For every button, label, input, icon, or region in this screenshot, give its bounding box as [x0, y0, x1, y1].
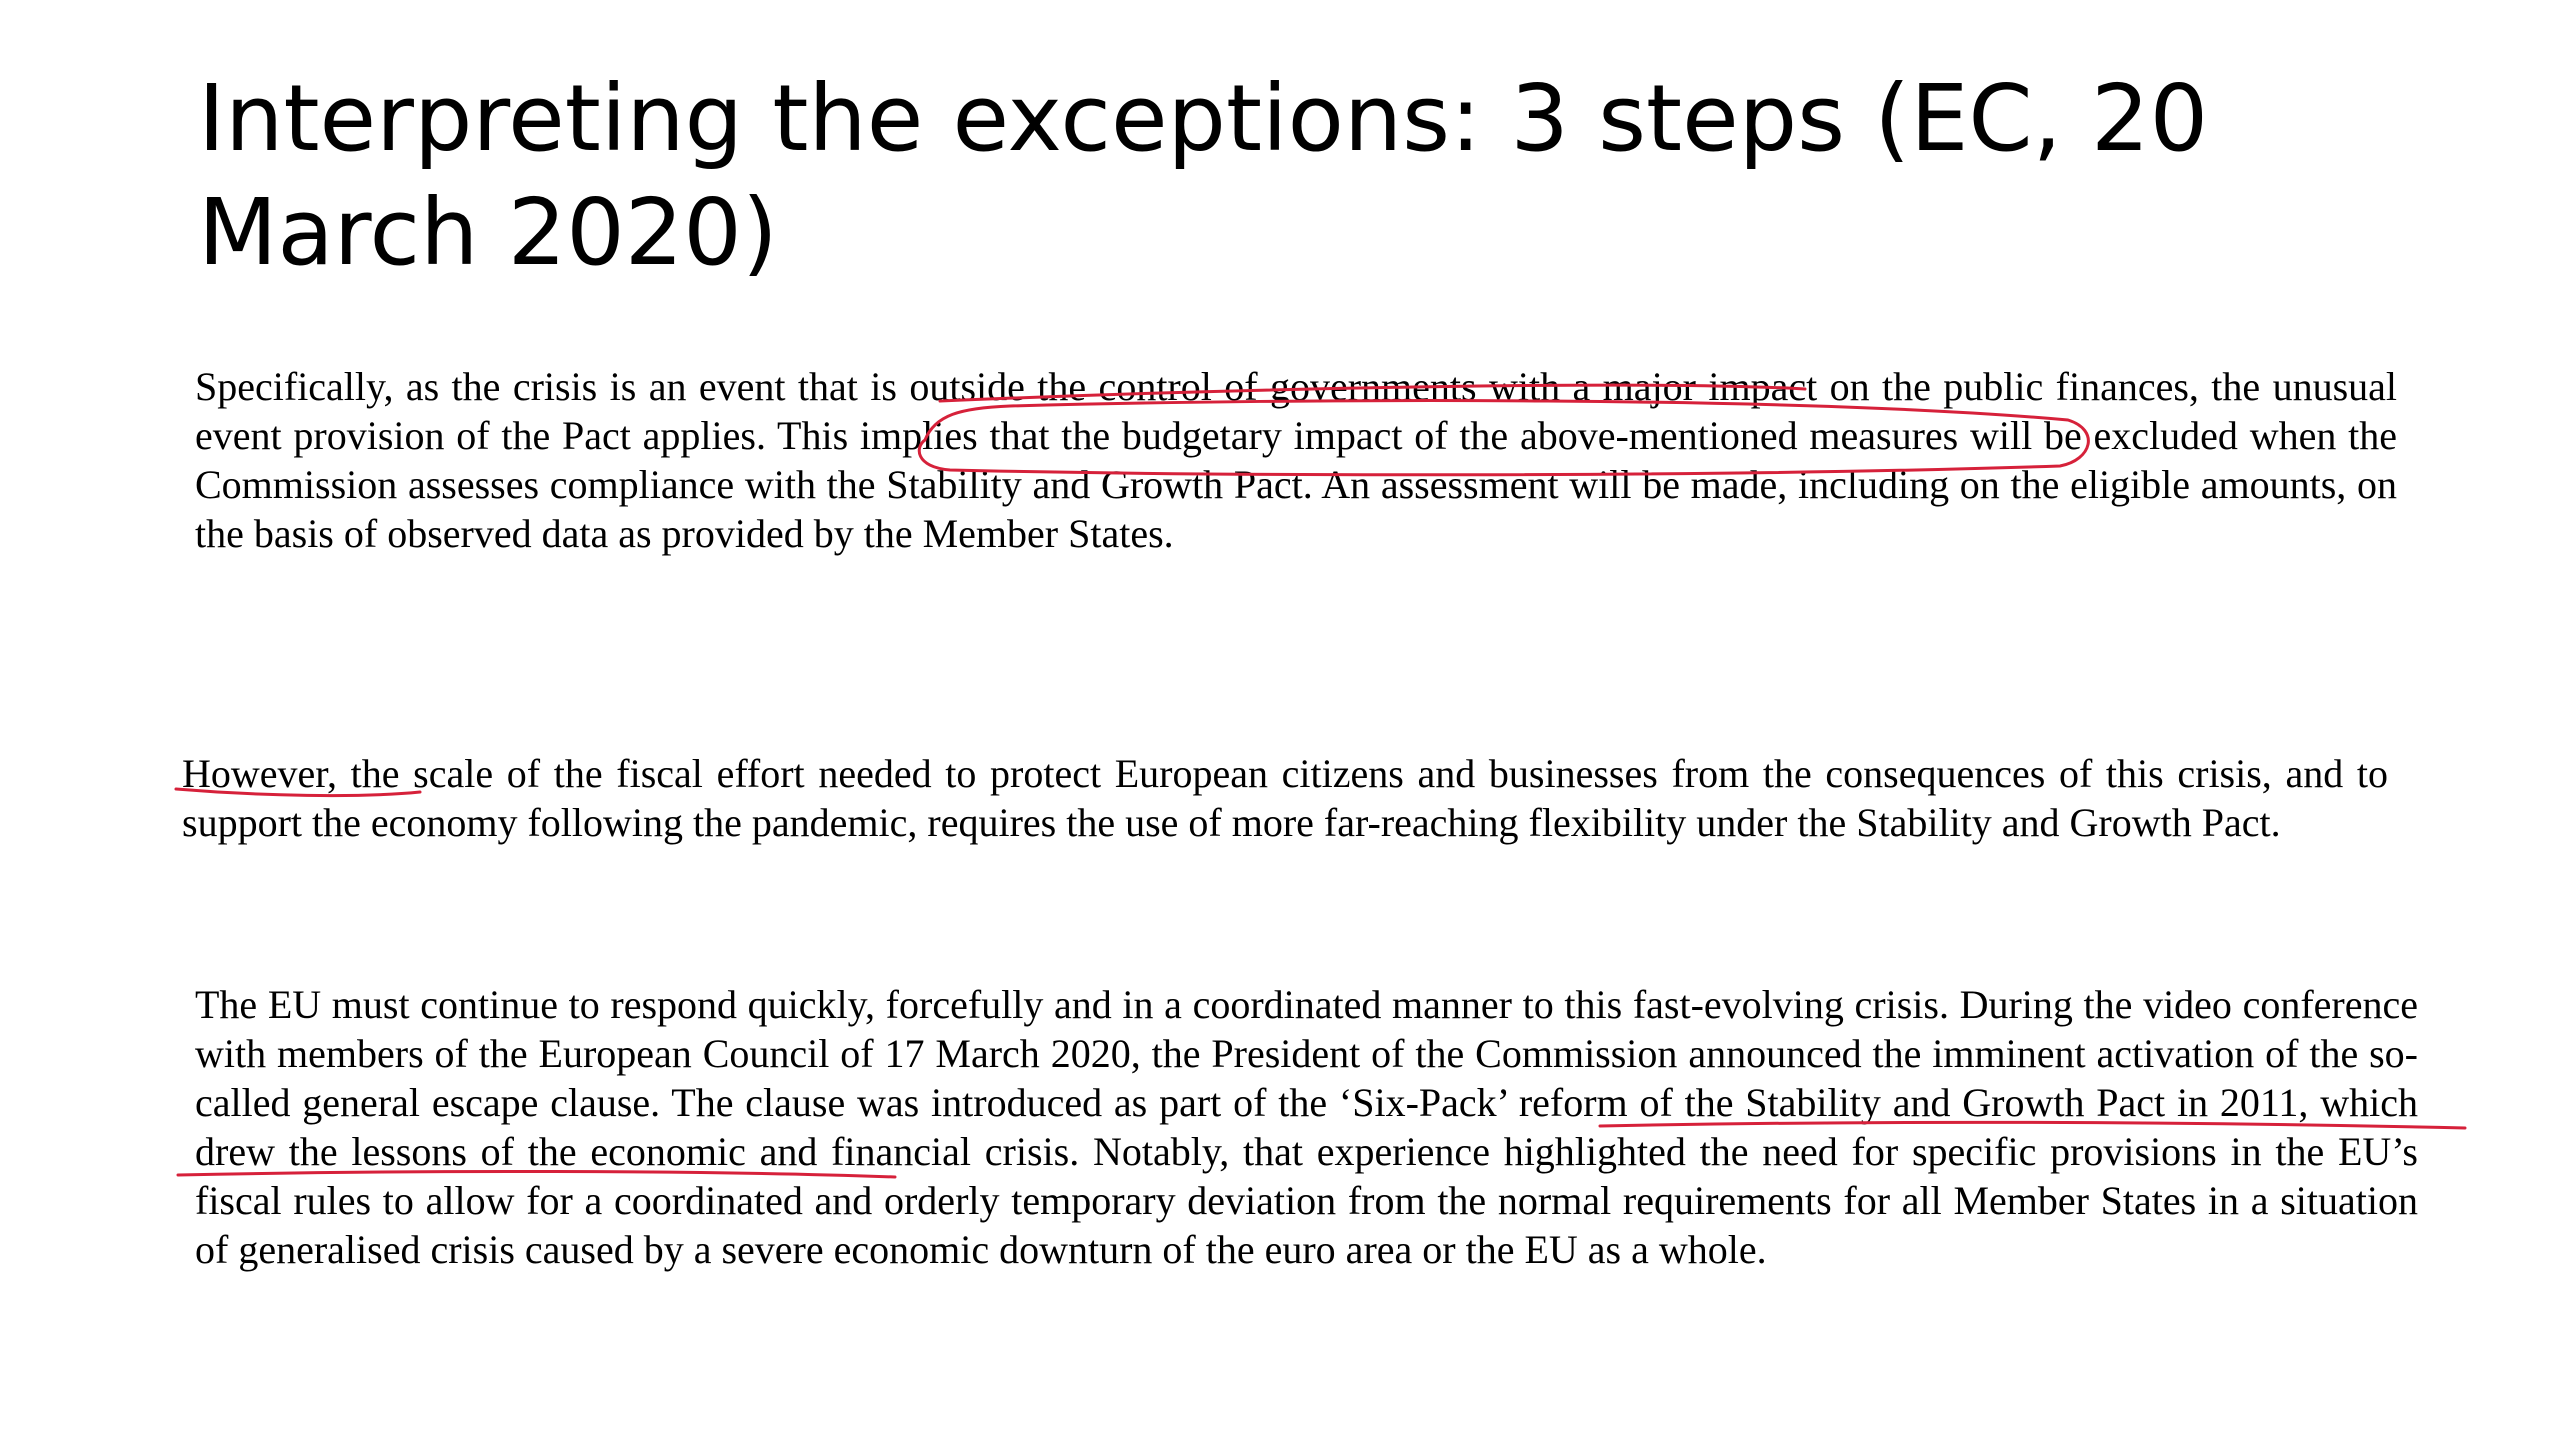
paragraph-however: However, the scale of the fiscal effort needed to protect European citizens and businesses from the consequences of this crisis, and to support the economy following the pandemic, requires the use of more far-reaching flexibility under the Stability and Growth Pact.: [182, 751, 2388, 845]
slide-title: Interpreting the exceptions: 3 steps (EC, 20 March 2020): [198, 65, 2209, 286]
paragraph-escape-clause: The EU must continue to respond quickly, forcefully and in a coordinated manner to this fast-evolving crisis. During the video conference with members of the European Council of 17 March 2020, the President of the Commission announced the imminent activation of the so-called general escape clause. The clause was introduced as part of the ‘Six-Pack’ reform of the Stability and Growth Pact in 2011, which drew the lessons of the economic and financial crisis. Notably, that experience highlighted the need for specific provisions in the EU’s fiscal rules to allow for a coordinated and orderly temporary deviation from the normal requirements for all Member States in a situation of generalised crisis caused by a severe economic downturn of the euro area or the EU as a whole.: [195, 982, 2418, 1272]
paragraph-unusual-event: Specifically, as the crisis is an event that is outside the control of governments with a major impact on the public finances, the unusual event provision of the Pact applies. This implies that the budgetary impact of the above-mentioned measures will be excluded when the Commission assesses compliance with the Stability and Growth Pact. An assessment will be made, including on the eligible amounts, on the basis of observed data as provided by the Member States.: [195, 364, 2397, 556]
